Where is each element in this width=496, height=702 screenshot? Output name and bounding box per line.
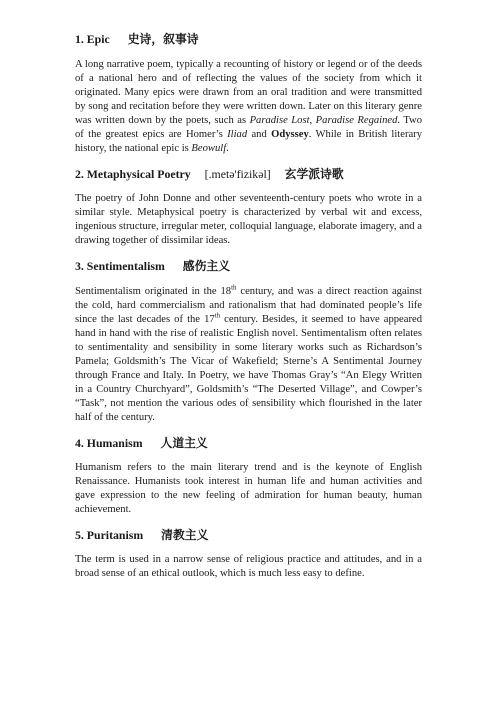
section-title: 1. Epic (75, 32, 110, 46)
section-title-chinese: 玄学派诗歌 (284, 167, 344, 181)
section-heading-humanism (75, 435, 422, 451)
section-title-chinese: 人道主义 (160, 436, 208, 450)
section-paragraph-puritanism: The term is used in a narrow sense of religious practice and attitudes, and in a broad sense of an ethical outlook, which is much less easy to define. (75, 554, 422, 579)
section-heading-epic (75, 31, 422, 47)
document-page (75, 31, 422, 581)
phonetic-transcription: [.metə'fizikəl] (204, 167, 271, 181)
section-title: 4. Humanism (75, 436, 143, 450)
section-title-chinese: 清教主义 (161, 528, 209, 542)
section-paragraph-sentimentalism: Sentimentalism originated in the 18th century, and was a direct reaction against the cold, hard commercialism and rationalism that had dominated people’s life since the last decades of the 17th century. Besides, it seemed to have appeared hand in hand with the rise of realistic English novel. Sentimentalism often relates to sentimentality and sensibility in some literary works such as Richardson’s Pamela; Goldsmith’s The Vicar of Wakefield; Sterne’s A Sentimental Journey through France and Italy. In Poetry, we have Thomas Gray’s “An Elegy Written in a Country Churchyard”, Goldsmith’s “The Deserted Village”, and Cowper’s “Task”, not mention the various odes of sensibility which flourished in the later half of the century. (75, 283, 422, 423)
section-paragraph-humanism: Humanism refers to the main literary trend and is the keynote of English Renaissance. Humanists took interest in human life and human activities and gave expression to the new feeling of admiration for human beauty, human achievement. (75, 462, 422, 515)
section-heading-sentimentalism (75, 258, 422, 274)
section-paragraph-metaphysical-poetry: The poetry of John Donne and other seventeenth-century poets who wrote in a similar style. Metaphysical poetry is characterized by verbal wit and excess, ingenious structure, irregular meter, colloquial language, elaborate imagery, and a drawing together of dissimilar ideas. (75, 193, 422, 246)
section-paragraph-epic: A long narrative poem, typically a recounting of history or legend or of the deeds of a national hero and of reflecting the values of the society from which it originated. Many epics were drawn from an oral tradition and were transmitted by song and recitation before they were written down. Later on this literary genre was written down by the poets, such as Paradise Lost, Paradise Regained. Two of the greatest epics are Homer’s Iliad and Odyssey. While in British literary history, the national epic is Beowulf. (75, 59, 423, 154)
section-title-chinese: 感伤主义 (182, 259, 230, 273)
section-heading-metaphysical-poetry (75, 166, 422, 182)
section-title: 3. Sentimentalism (75, 259, 165, 273)
section-title: 2. Metaphysical Poetry (75, 167, 191, 181)
section-title: 5. Puritanism (75, 528, 144, 542)
section-title-chinese: 史诗，叙事诗 (127, 32, 199, 46)
section-heading-puritanism (75, 527, 422, 543)
